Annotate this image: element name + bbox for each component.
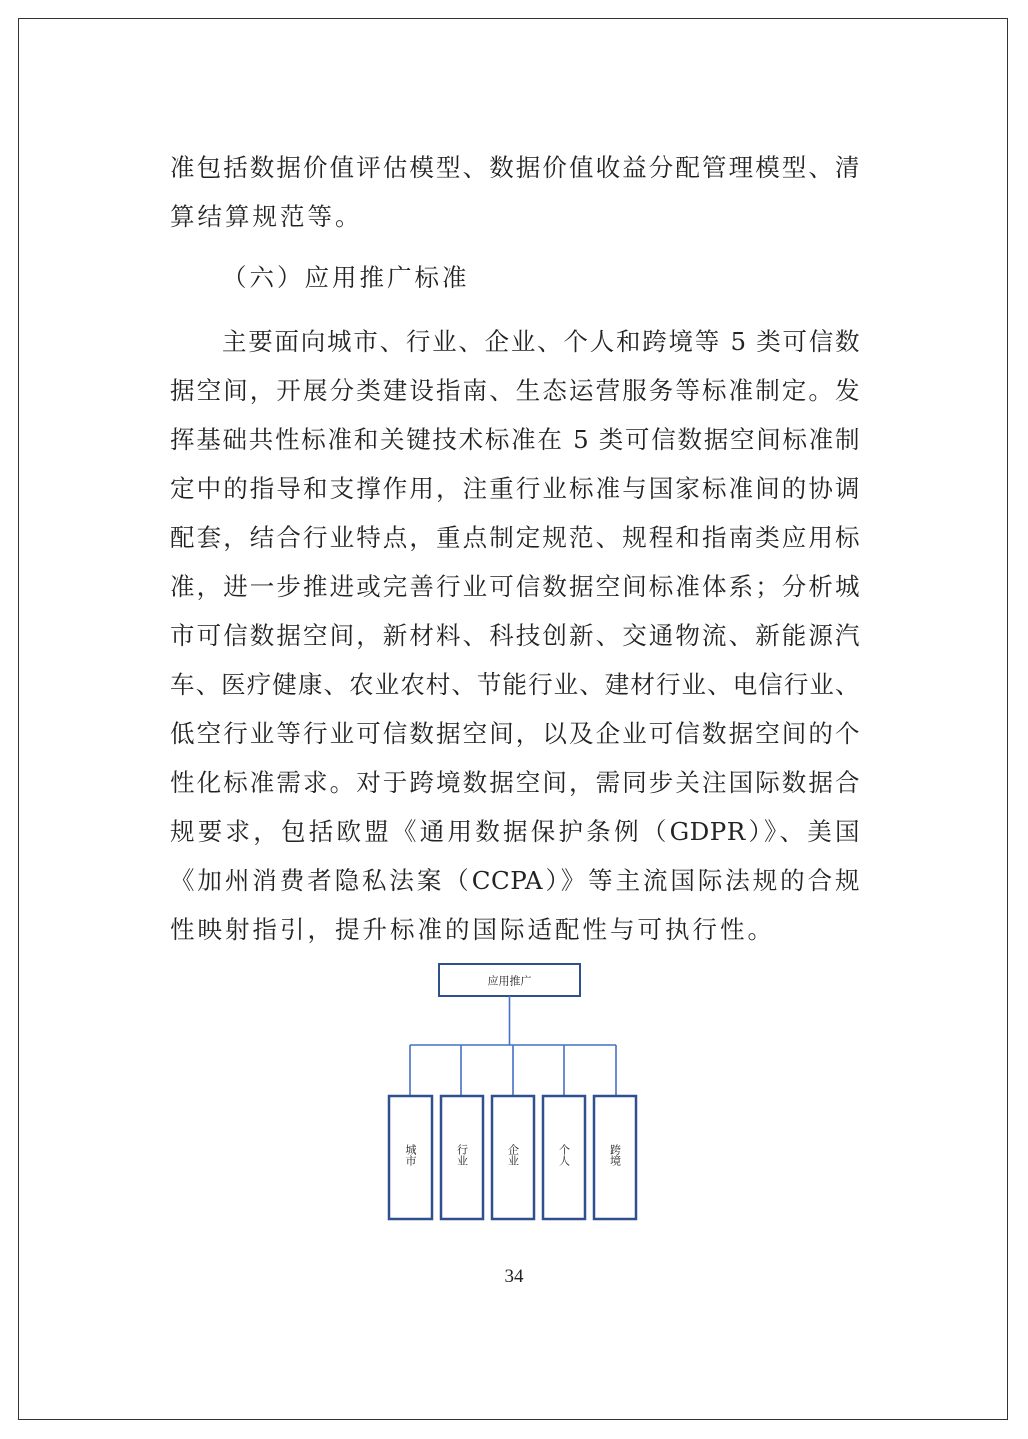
section-heading: （六）应用推广标准 [222,263,470,292]
diagram-child-crossborder [594,1096,636,1219]
text-line: 配套，结合行业特点，重点制定规范、规程和指南类应用标 [170,523,860,552]
text-line: 市可信数据空间，新材料、科技创新、交通物流、新能源汽 [170,621,860,650]
diagram-child-label: 个人 [557,1144,571,1166]
diagram-child-industry [441,1096,483,1219]
text-line: 低空行业等行业可信数据空间，以及企业可信数据空间的个 [170,719,860,748]
diagram-child-enterprise [492,1096,534,1219]
text-line: 性化标准需求。对于跨境数据空间，需同步关注国际数据合 [170,768,860,797]
diagram-connectors [410,996,616,1095]
text-line: 据空间，开展分类建设指南、生态运营服务等标准制定。发 [170,376,860,405]
text-line: 《加州消费者隐私法案（CCPA）》等主流国际法规的合规 [170,866,860,895]
diagram-child-label: 行业 [455,1144,469,1166]
text-line: 准包括数据价值评估模型、数据价值收益分配管理模型、清 [170,153,860,182]
diagram-child-label: 城市 [404,1144,417,1166]
text-line: 准，进一步推进或完善行业可信数据空间标准体系；分析城 [170,572,860,601]
page-number: 34 [504,1266,524,1287]
diagram-child-individual [543,1096,585,1219]
text-line: 车、医疗健康、农业农村、节能行业、建材行业、电信行业、 [170,670,860,699]
diagram-child-label: 跨境 [608,1144,622,1166]
diagram-child-city [389,1096,432,1219]
text-line: 主要面向城市、行业、企业、个人和跨境等 5 类可信数 [222,327,860,356]
text-line: 定中的指导和支撑作用，注重行业标准与国家标准间的协调 [170,474,860,503]
text-line: 算结算规范等。 [170,202,363,231]
org-diagram [380,958,650,1228]
text-line: 挥基础共性标准和关键技术标准在 5 类可信数据空间标准制 [170,425,860,454]
diagram-root-label: 应用推广 [487,974,532,988]
text-line: 性映射指引，提升标准的国际适配性与可执行性。 [170,915,775,944]
text-line: 规要求，包括欧盟《通用数据保护条例（GDPR）》、美国 [170,817,860,846]
diagram-child-label: 企业 [506,1144,520,1166]
